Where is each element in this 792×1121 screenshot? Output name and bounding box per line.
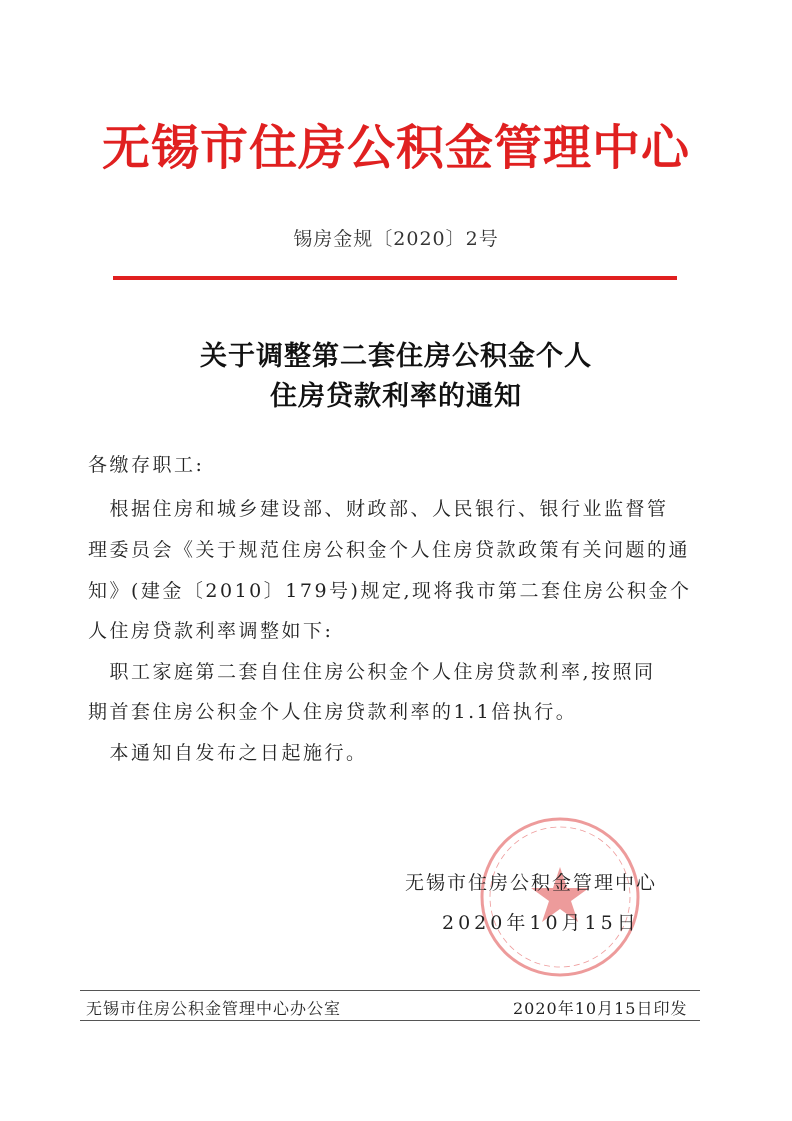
body-line: 职工家庭第二套自住住房公积金个人住房贷款利率,按照同	[88, 661, 656, 683]
footer-office: 无锡市住房公积金管理中心办公室	[86, 999, 342, 1018]
body-line: 知》(建金〔2010〕179号)规定,现将我市第二套住房公积金个	[88, 580, 692, 602]
issuer-signature: 无锡市住房公积金管理中心	[405, 872, 658, 894]
body-line: 期首套住房公积金个人住房贷款利率的1.1倍执行。	[88, 701, 578, 723]
body-line: 本通知自发布之日起施行。	[88, 742, 368, 764]
letterhead-divider	[113, 276, 677, 280]
footer-top-rule	[80, 990, 700, 991]
footer-bottom-rule	[80, 1020, 700, 1021]
body-line: 理委员会《关于规范住房公积金个人住房贷款政策有关问题的通	[88, 539, 691, 561]
letterhead-organization: 无锡市住房公积金管理中心	[101, 120, 690, 176]
body-line: 根据住房和城乡建设部、财政部、人民银行、银行业监督管	[88, 498, 669, 520]
document-title-line-2: 住房贷款利率的通知	[270, 381, 522, 412]
salutation: 各缴存职工:	[88, 454, 205, 476]
document-title-line-1: 关于调整第二套住房公积金个人	[200, 341, 592, 372]
document-number: 锡房金规〔2020〕2号	[293, 228, 499, 250]
issue-date: 2020年10月15日	[442, 912, 640, 934]
body-line: 人住房贷款利率调整如下:	[88, 620, 334, 642]
footer-print-date: 2020年10月15日印发	[513, 999, 688, 1018]
official-seal	[478, 815, 642, 979]
